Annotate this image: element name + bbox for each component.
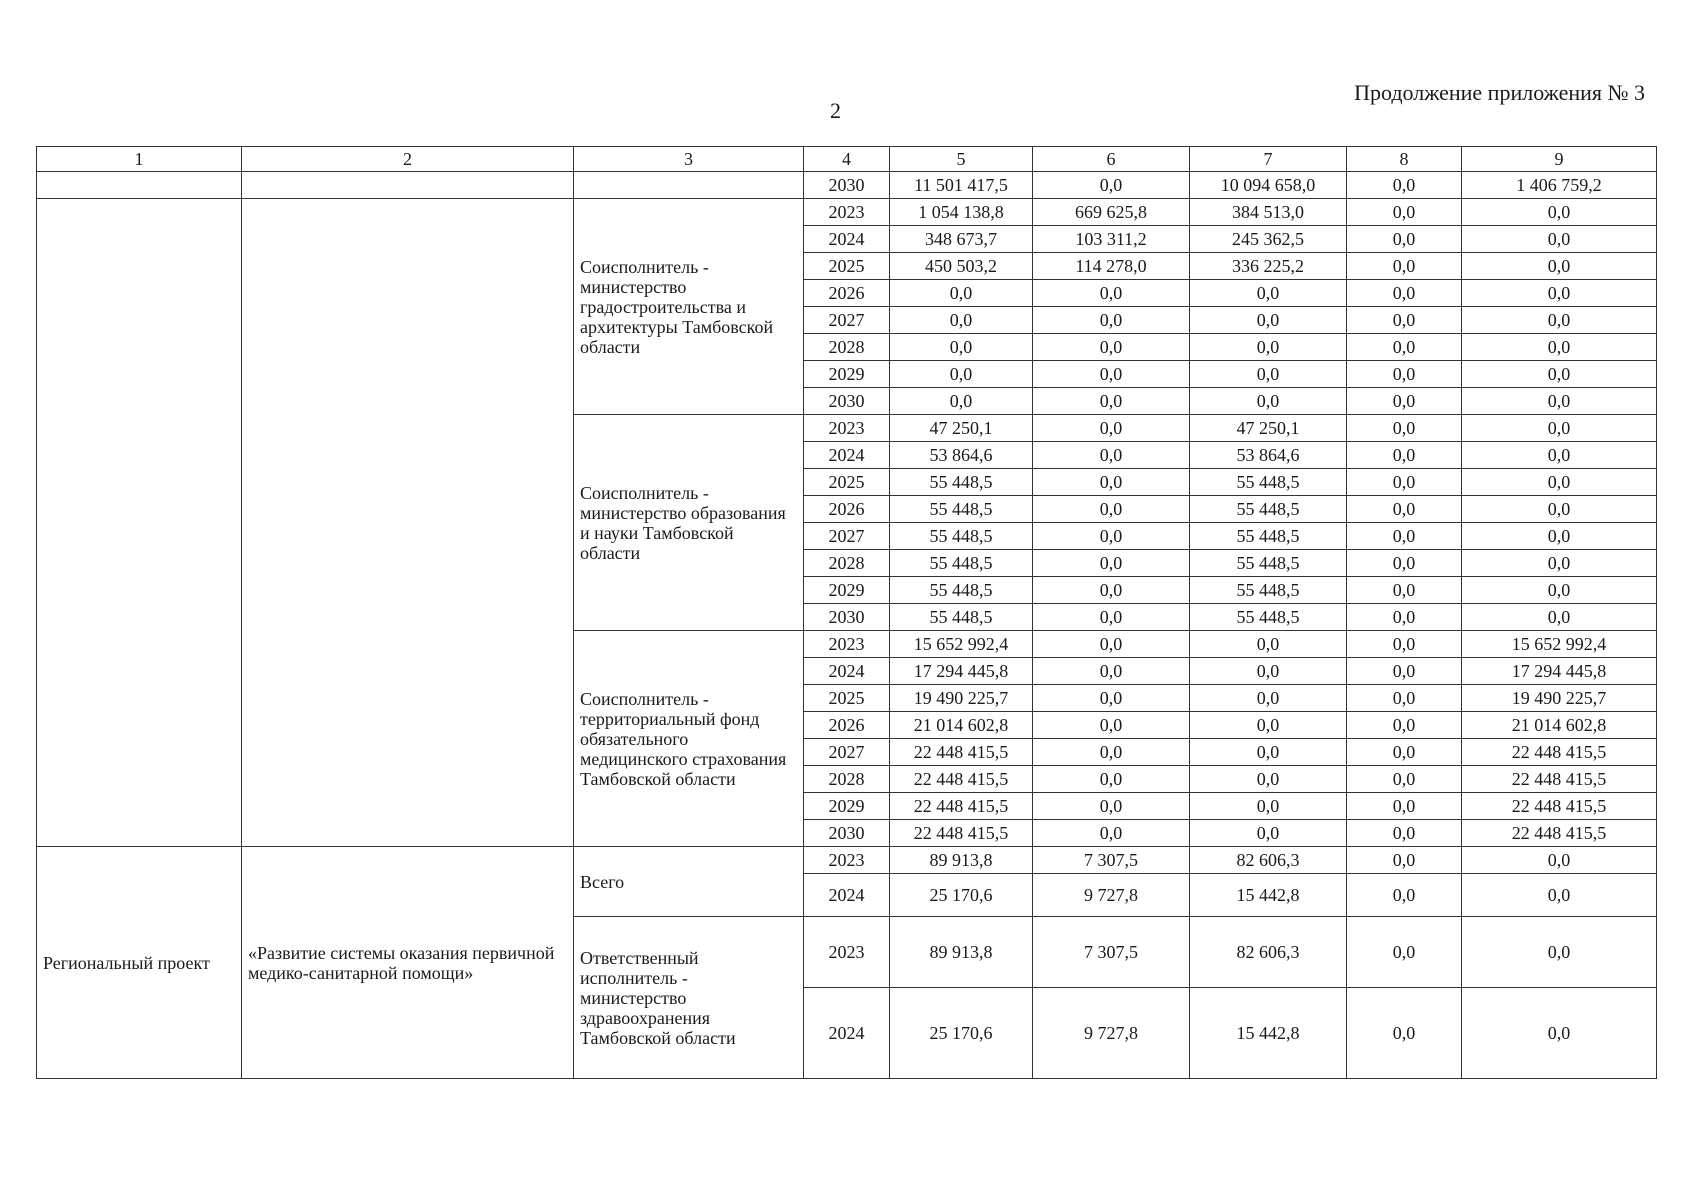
value-cell: 336 225,2 [1190,253,1347,280]
year-cell: 2024 [804,442,890,469]
year-cell: 2023 [804,415,890,442]
year-cell: 2026 [804,280,890,307]
executor-label: Соисполнитель - министерство градостроительства и архитектуры Тамбовской области [574,199,804,415]
value-cell: 0,0 [1347,604,1462,631]
year-cell: 2023 [804,631,890,658]
value-cell: 0,0 [1347,388,1462,415]
value-cell: 0,0 [1033,739,1190,766]
value-cell: 245 362,5 [1190,226,1347,253]
year-cell: 2023 [804,199,890,226]
year-cell: 2025 [804,253,890,280]
year-cell: 2023 [804,847,890,874]
value-cell: 0,0 [1347,658,1462,685]
header-row [37,147,1657,172]
value-cell: 0,0 [1347,874,1462,917]
value-cell: 0,0 [1462,604,1657,631]
value-cell: 0,0 [1190,280,1347,307]
value-cell: 0,0 [1033,334,1190,361]
table-row [37,847,1657,874]
value-cell: 0,0 [1347,847,1462,874]
value-cell: 19 490 225,7 [890,685,1033,712]
value-cell: 21 014 602,8 [890,712,1033,739]
col-header-2: 2 [242,147,574,172]
value-cell: 0,0 [1347,712,1462,739]
financing-table [36,146,1657,1079]
year-cell: 2030 [804,388,890,415]
value-cell: 0,0 [1462,496,1657,523]
value-cell: 0,0 [1462,388,1657,415]
value-cell: 0,0 [1347,739,1462,766]
value-cell: 0,0 [1033,361,1190,388]
value-cell: 0,0 [1033,820,1190,847]
value-cell: 0,0 [1462,226,1657,253]
blank-col1-cell [37,199,242,847]
value-cell: 0,0 [1190,388,1347,415]
value-cell: 0,0 [1033,793,1190,820]
value-cell: 22 448 415,5 [890,766,1033,793]
value-cell: 0,0 [1462,361,1657,388]
value-cell: 0,0 [1462,253,1657,280]
value-cell: 0,0 [1190,712,1347,739]
value-cell: 55 448,5 [1190,469,1347,496]
value-cell: 0,0 [1462,550,1657,577]
value-cell: 0,0 [1347,917,1462,988]
value-cell: 0,0 [1347,685,1462,712]
value-cell: 0,0 [890,334,1033,361]
value-cell: 10 094 658,0 [1190,172,1347,199]
value-cell: 7 307,5 [1033,847,1190,874]
value-cell: 22 448 415,5 [890,739,1033,766]
value-cell: 0,0 [1347,469,1462,496]
value-cell: 0,0 [1347,988,1462,1079]
value-cell: 55 448,5 [890,604,1033,631]
value-cell: 0,0 [1190,631,1347,658]
value-cell: 0,0 [1462,874,1657,917]
value-cell: 17 294 445,8 [1462,658,1657,685]
year-cell: 2024 [804,874,890,917]
value-cell: 55 448,5 [1190,496,1347,523]
value-cell: 0,0 [1190,820,1347,847]
value-cell: 22 448 415,5 [1462,793,1657,820]
value-cell: 15 652 992,4 [890,631,1033,658]
value-cell: 0,0 [1033,172,1190,199]
value-cell: 0,0 [1347,307,1462,334]
value-cell: 19 490 225,7 [1462,685,1657,712]
value-cell: 9 727,8 [1033,988,1190,1079]
value-cell: 0,0 [1347,523,1462,550]
value-cell: 82 606,3 [1190,917,1347,988]
value-cell: 53 864,6 [1190,442,1347,469]
value-cell: 55 448,5 [890,577,1033,604]
value-cell: 22 448 415,5 [890,793,1033,820]
value-cell: 0,0 [1033,469,1190,496]
value-cell: 82 606,3 [1190,847,1347,874]
col-header-9: 9 [1462,147,1657,172]
year-cell: 2027 [804,523,890,550]
col-header-5: 5 [890,147,1033,172]
year-cell: 2029 [804,793,890,820]
value-cell: 47 250,1 [1190,415,1347,442]
value-cell: 9 727,8 [1033,874,1190,917]
value-cell: 55 448,5 [890,550,1033,577]
value-cell: 114 278,0 [1033,253,1190,280]
value-cell: 55 448,5 [1190,604,1347,631]
year-cell: 2023 [804,917,890,988]
value-cell: 0,0 [1033,388,1190,415]
value-cell: 0,0 [1033,658,1190,685]
value-cell: 55 448,5 [1190,550,1347,577]
year-cell: 2026 [804,496,890,523]
year-cell: 2030 [804,604,890,631]
year-cell: 2024 [804,988,890,1079]
regional-project-type: Региональный проект [37,847,242,1079]
value-cell: 0,0 [1462,917,1657,988]
table-row [37,199,1657,226]
year-cell: 2027 [804,739,890,766]
value-cell: 0,0 [1347,199,1462,226]
year-cell: 2024 [804,658,890,685]
col-header-1: 1 [37,147,242,172]
value-cell: 55 448,5 [890,523,1033,550]
year-cell: 2030 [804,820,890,847]
value-cell: 0,0 [1347,334,1462,361]
value-cell: 103 311,2 [1033,226,1190,253]
value-cell: 89 913,8 [890,847,1033,874]
value-cell: 0,0 [1347,820,1462,847]
year-cell: 2024 [804,226,890,253]
col-header-6: 6 [1033,147,1190,172]
value-cell: 21 014 602,8 [1462,712,1657,739]
year-cell: 2025 [804,469,890,496]
value-cell: 17 294 445,8 [890,658,1033,685]
carry-cell-2 [242,172,574,199]
executor-label: Всего [574,847,804,917]
value-cell: 25 170,6 [890,988,1033,1079]
value-cell: 1 406 759,2 [1462,172,1657,199]
value-cell: 0,0 [1462,523,1657,550]
year-cell: 2026 [804,712,890,739]
executor-label: Ответственный исполнитель - министерство здравоохранения Тамбовской области [574,917,804,1079]
value-cell: 0,0 [1347,280,1462,307]
value-cell: 0,0 [1033,685,1190,712]
value-cell: 0,0 [890,280,1033,307]
value-cell: 0,0 [1347,442,1462,469]
value-cell: 0,0 [1033,442,1190,469]
value-cell: 0,0 [1033,604,1190,631]
year-cell: 2029 [804,361,890,388]
year-cell: 2030 [804,172,890,199]
value-cell: 0,0 [1347,793,1462,820]
value-cell: 0,0 [1462,334,1657,361]
value-cell: 0,0 [1347,577,1462,604]
value-cell: 0,0 [1347,496,1462,523]
year-cell: 2029 [804,577,890,604]
value-cell: 22 448 415,5 [890,820,1033,847]
value-cell: 0,0 [1347,766,1462,793]
value-cell: 348 673,7 [890,226,1033,253]
blank-col2-cell [242,199,574,847]
value-cell: 22 448 415,5 [1462,739,1657,766]
executor-label: Соисполнитель - территориальный фонд обязательного медицинского страхования Тамбовской области [574,631,804,847]
value-cell: 0,0 [1462,415,1657,442]
value-cell: 25 170,6 [890,874,1033,917]
value-cell: 7 307,5 [1033,917,1190,988]
value-cell: 0,0 [1033,280,1190,307]
value-cell: 0,0 [1462,469,1657,496]
carry-cell-3 [574,172,804,199]
value-cell: 0,0 [1462,988,1657,1079]
value-cell: 0,0 [1190,739,1347,766]
value-cell: 0,0 [1347,361,1462,388]
value-cell: 669 625,8 [1033,199,1190,226]
value-cell: 89 913,8 [890,917,1033,988]
value-cell: 0,0 [1190,658,1347,685]
value-cell: 55 448,5 [1190,523,1347,550]
value-cell: 0,0 [1347,631,1462,658]
value-cell: 0,0 [1033,550,1190,577]
value-cell: 22 448 415,5 [1462,820,1657,847]
value-cell: 0,0 [1033,712,1190,739]
executor-label: Соисполнитель - министерство образования и науки Тамбовской области [574,415,804,631]
year-cell: 2028 [804,334,890,361]
page-number: 2 [830,98,841,123]
value-cell: 0,0 [1347,226,1462,253]
value-cell: 0,0 [1190,334,1347,361]
value-cell: 0,0 [1033,496,1190,523]
value-cell: 22 448 415,5 [1462,766,1657,793]
value-cell: 0,0 [890,307,1033,334]
regional-project-name: «Развитие системы оказания первичной медико-санитарной помощи» [242,847,574,1079]
value-cell: 55 448,5 [1190,577,1347,604]
value-cell: 11 501 417,5 [890,172,1033,199]
value-cell: 0,0 [1347,172,1462,199]
value-cell: 0,0 [1462,577,1657,604]
value-cell: 0,0 [1033,577,1190,604]
value-cell: 55 448,5 [890,469,1033,496]
annex-caption: Продолжение приложения № 3 [1354,80,1645,105]
year-cell: 2028 [804,550,890,577]
col-header-3: 3 [574,147,804,172]
value-cell: 384 513,0 [1190,199,1347,226]
value-cell: 0,0 [1347,253,1462,280]
value-cell: 15 442,8 [1190,874,1347,917]
value-cell: 0,0 [1033,631,1190,658]
value-cell: 0,0 [1462,199,1657,226]
year-cell: 2028 [804,766,890,793]
year-cell: 2027 [804,307,890,334]
value-cell: 450 503,2 [890,253,1033,280]
col-header-8: 8 [1347,147,1462,172]
value-cell: 0,0 [1033,307,1190,334]
carry-cell-1 [37,172,242,199]
col-header-4: 4 [804,147,890,172]
value-cell: 0,0 [1190,307,1347,334]
carry-over-row [37,172,1657,199]
value-cell: 0,0 [890,388,1033,415]
value-cell: 0,0 [1347,415,1462,442]
value-cell: 47 250,1 [890,415,1033,442]
value-cell: 0,0 [1462,280,1657,307]
value-cell: 1 054 138,8 [890,199,1033,226]
value-cell: 0,0 [1033,523,1190,550]
value-cell: 0,0 [890,361,1033,388]
value-cell: 15 652 992,4 [1462,631,1657,658]
value-cell: 0,0 [1190,766,1347,793]
value-cell: 0,0 [1190,793,1347,820]
value-cell: 0,0 [1347,550,1462,577]
value-cell: 0,0 [1190,361,1347,388]
value-cell: 0,0 [1033,415,1190,442]
value-cell: 0,0 [1033,766,1190,793]
col-header-7: 7 [1190,147,1347,172]
value-cell: 0,0 [1462,847,1657,874]
value-cell: 55 448,5 [890,496,1033,523]
value-cell: 15 442,8 [1190,988,1347,1079]
value-cell: 0,0 [1190,685,1347,712]
value-cell: 0,0 [1462,307,1657,334]
value-cell: 0,0 [1462,442,1657,469]
value-cell: 53 864,6 [890,442,1033,469]
year-cell: 2025 [804,685,890,712]
